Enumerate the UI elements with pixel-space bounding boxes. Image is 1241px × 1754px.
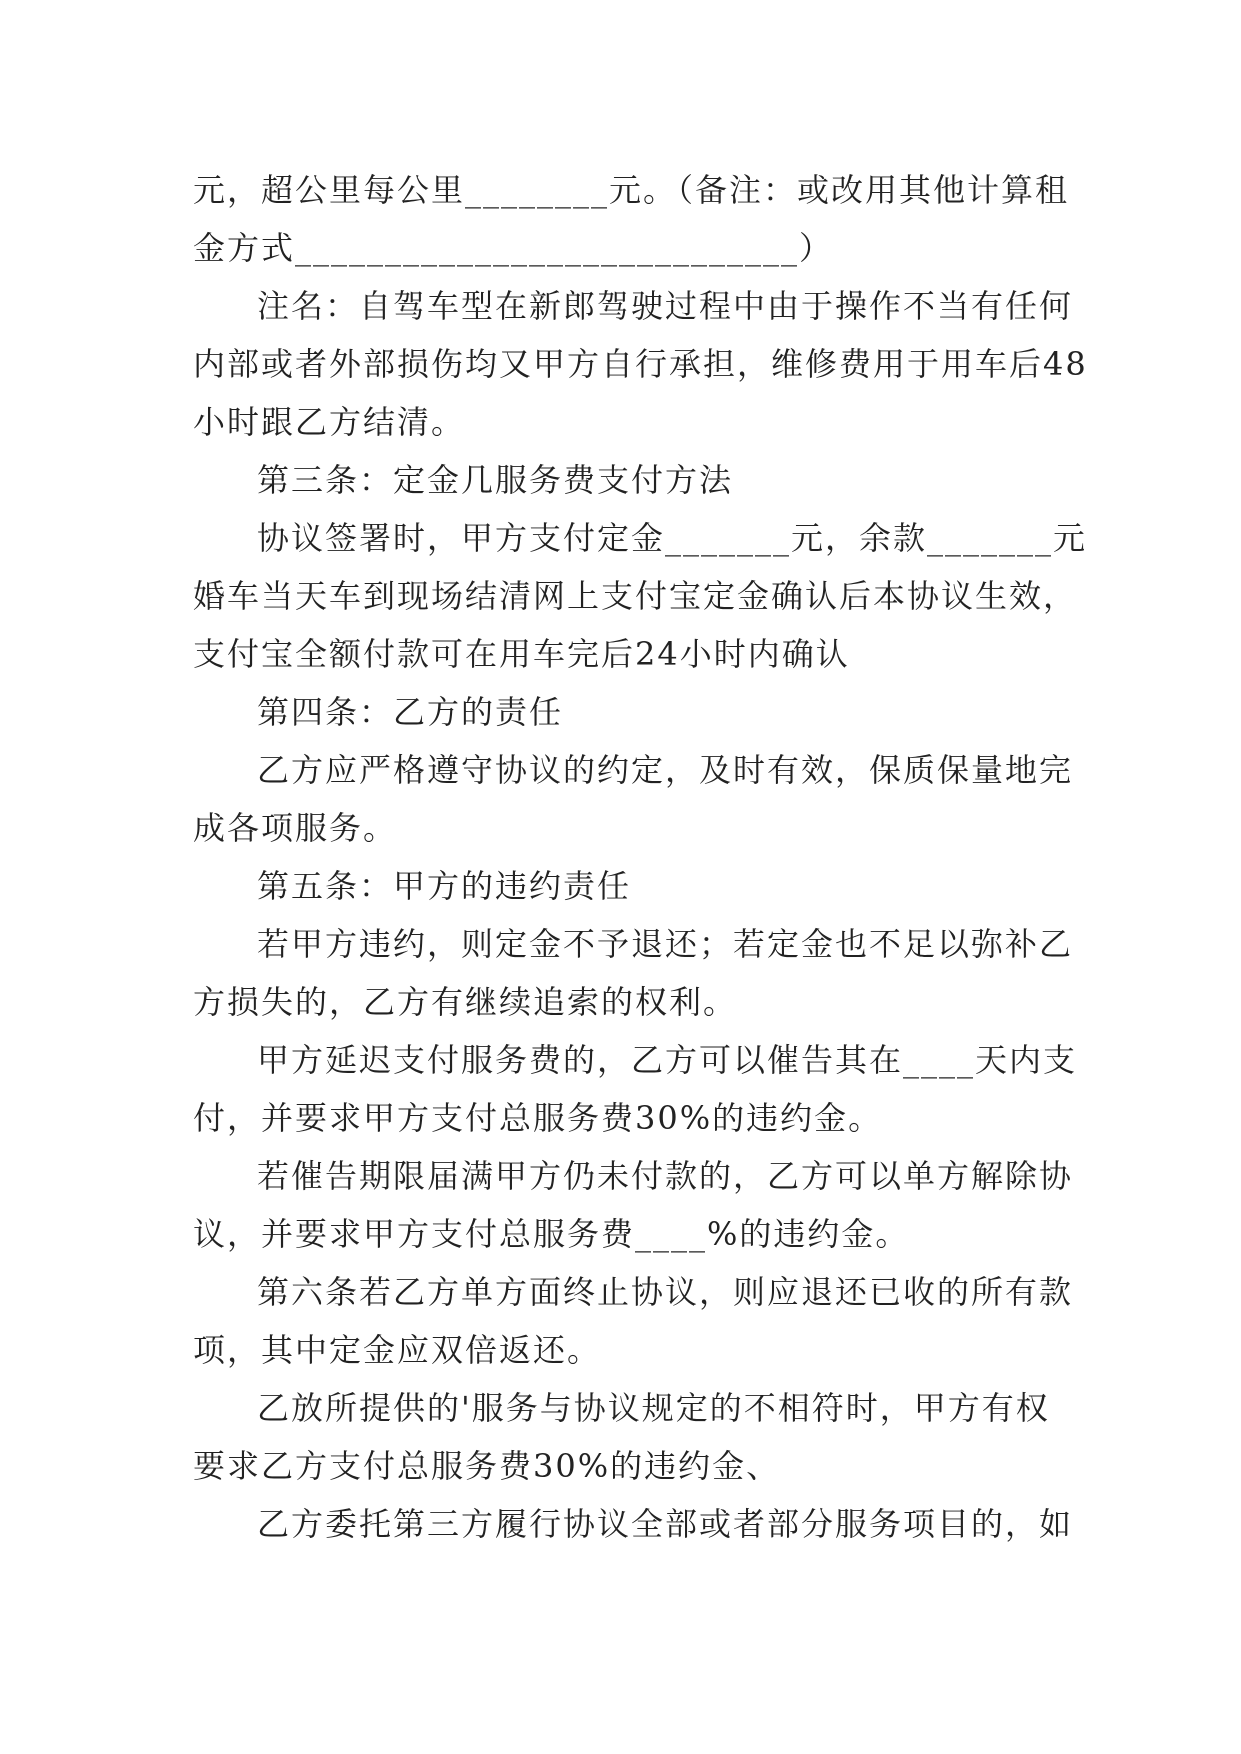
text-line: 协议签署时，甲方支付定金_______元，余款_______元	[257, 519, 1088, 557]
text-line: 婚车当天车到现场结清网上支付宝定金确认后本协议生效，	[193, 577, 1078, 615]
text-line: 小时跟乙方结清。	[193, 403, 466, 441]
text-line: 乙方应严格遵守协议的约定，及时有效，保质保量地完	[257, 751, 1074, 789]
text-line: 项，其中定金应双倍返还。	[193, 1331, 602, 1369]
text-line: 乙方委托第三方履行协议全部或者部分服务项目的，如	[257, 1505, 1074, 1543]
text-line: 元，超公里每公里________元。（备注：或改用其他计算租	[193, 171, 1070, 209]
text-line: 方损失的，乙方有继续追索的权利。	[193, 983, 738, 1021]
text-line: 内部或者外部损伤均又甲方自行承担，维修费用于用车后48	[193, 345, 1088, 383]
section-heading: 第六条若乙方单方面终止协议，则应退还已收的所有款	[257, 1273, 1074, 1311]
text-line: 金方式____________________________）	[193, 229, 834, 267]
section-heading: 第五条：甲方的违约责任	[257, 867, 632, 905]
text-line: 若催告期限届满甲方仍未付款的，乙方可以单方解除协	[257, 1157, 1074, 1195]
section-heading: 第三条：定金几服务费支付方法	[257, 461, 734, 499]
text-line: 付，并要求甲方支付总服务费30%的违约金。	[193, 1099, 883, 1137]
text-line: 要求乙方支付总服务费30%的违约金、	[193, 1447, 781, 1485]
document-body	[193, 161, 1088, 1553]
text-line: 若甲方违约，则定金不予退还；若定金也不足以弥补乙	[257, 925, 1074, 963]
text-line: 甲方延迟支付服务费的，乙方可以催告其在____天内支	[257, 1041, 1078, 1079]
text-line: 注名：自驾车型在新郎驾驶过程中由于操作不当有任何	[257, 287, 1074, 325]
text-line: 支付宝全额付款可在用车完后24小时内确认	[193, 635, 850, 673]
text-line: 议，并要求甲方支付总服务费____%的违约金。	[193, 1215, 910, 1253]
text-line: 成各项服务。	[193, 809, 398, 847]
text-line: 乙放所提供的'服务与协议规定的不相符时，甲方有权	[257, 1389, 1050, 1427]
section-heading: 第四条：乙方的责任	[257, 693, 564, 731]
